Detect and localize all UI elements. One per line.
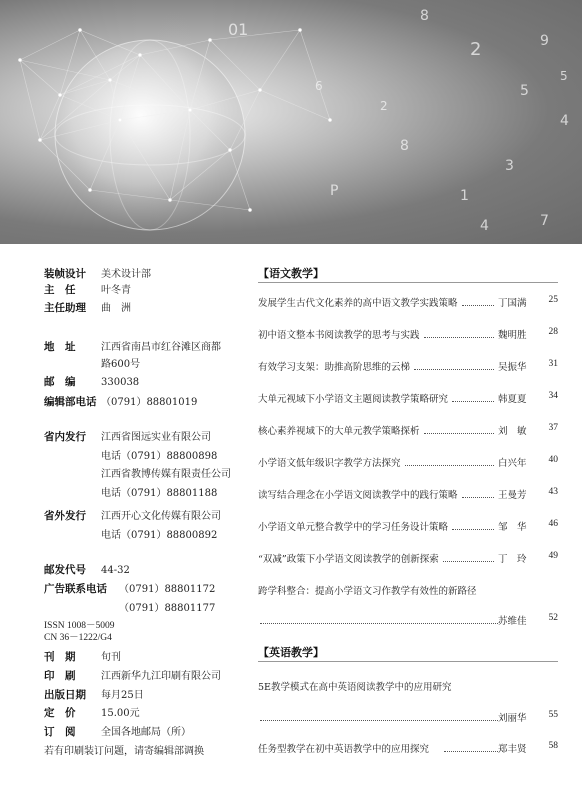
subscribe-value: 全国各地邮局（所） (101, 727, 191, 738)
toc-entry-author: 郑丰贤 (498, 744, 527, 755)
domestic-org2-row (101, 465, 231, 480)
hero-glyph: 4 (480, 218, 489, 234)
hero-glyph: 5 (520, 83, 529, 99)
leader-dots (452, 393, 494, 402)
chief-row (44, 281, 131, 297)
hero-glyph: 7 (540, 213, 549, 229)
note-row (44, 742, 204, 757)
toc-entry-title: 跨学科整合：提高小学语文习作教学有效性的新路径 (258, 586, 477, 597)
office-phone-row (44, 393, 197, 409)
leader-dots (405, 457, 494, 466)
hero-glyph: 8 (420, 8, 429, 24)
domestic-tel2: 电话（0791）88801188 (101, 488, 218, 499)
leader-dots (452, 521, 494, 530)
toc-entry-author: 邹 华 (498, 522, 527, 533)
hero-glyph: 3 (505, 158, 514, 174)
toc-entry-title: 有效学习支架：助推高阶思维的云梯 (258, 362, 411, 373)
toc-entry[interactable] (258, 359, 558, 373)
domestic-tel1-row (101, 447, 217, 462)
design-label: 装帧设计 (44, 268, 86, 280)
toc-entry-page: 40 (548, 455, 558, 465)
subscribe-row (44, 723, 191, 739)
hero-glyph: 1 (460, 188, 469, 204)
hero-glyph: 8 (400, 138, 409, 154)
toc-entry-title: 小学语文单元整合教学中的学习任务设计策略 (258, 522, 449, 533)
domestic-row (44, 428, 211, 444)
toc-entry[interactable] (258, 519, 558, 533)
toc-entry-page: 52 (548, 613, 558, 623)
reprint-note: 若有印刷装订问题，请寄编辑部调换 (44, 746, 204, 757)
ad-phone-label: 广告联系电话 (44, 583, 107, 595)
ad-phone-row (44, 580, 215, 596)
toc-entry-long-continuation[interactable] (258, 710, 558, 724)
pubdate-row (44, 686, 144, 702)
leader-dots (443, 553, 494, 562)
ad-phone-row-2 (119, 599, 215, 614)
postal-code-row (44, 562, 130, 577)
domestic-tel2-row (101, 484, 217, 499)
cn-number: CN 36－1222/G4 (44, 633, 112, 643)
leader-dots (462, 489, 494, 498)
print-row (44, 667, 221, 683)
hero-glyph: 2 (470, 39, 482, 60)
external-tel-row (101, 526, 217, 541)
toc-entry-page: 37 (548, 423, 558, 433)
postcode-row (44, 374, 139, 389)
domestic-org1: 江西省图远实业有限公司 (101, 432, 211, 443)
assistant-row (44, 299, 131, 315)
toc-entry-author: 吴振华 (498, 362, 527, 373)
toc-entry-author: 丁国满 (498, 298, 527, 309)
toc-entry-long-title[interactable] (258, 583, 558, 597)
domestic-org2: 江西省教博传媒有限责任公司 (101, 469, 231, 480)
design-row (44, 265, 151, 281)
leader-dots (260, 615, 498, 624)
postcode-value: 330038 (101, 377, 140, 388)
design-value: 美术设计部 (101, 269, 151, 280)
office-phone-value: （0791）88801019 (101, 397, 198, 408)
postal-code-value: 44-32 (101, 565, 130, 576)
toc-entry-long-continuation[interactable] (258, 613, 558, 627)
external-org: 江西开心文化传媒有限公司 (101, 511, 221, 522)
toc-entry-page: 49 (548, 551, 558, 561)
external-row (44, 507, 221, 523)
toc-entry[interactable] (258, 391, 558, 405)
network-sphere-graphic (0, 0, 582, 244)
toc-entry[interactable] (258, 423, 558, 437)
toc-entry-author: 刘 敏 (498, 426, 527, 437)
price-label: 定 价 (44, 707, 76, 719)
toc-entry-long-title[interactable] (258, 679, 558, 693)
chief-value: 叶冬青 (101, 285, 131, 296)
toc-entry-title: 大单元视域下小学语文主题阅读教学策略研究 (258, 394, 449, 405)
assistant-value: 曲 洲 (101, 303, 131, 314)
pubdate-value: 每月25日 (101, 690, 144, 701)
hero-glyph: 5 (560, 69, 568, 83)
section-divider (258, 661, 558, 662)
office-phone-label: 编辑部电话 (44, 396, 97, 408)
toc-entry-page: 25 (548, 295, 558, 305)
period-value: 旬刊 (101, 652, 121, 663)
pubdate-label: 出版日期 (44, 689, 86, 701)
print-value: 江西新华九江印刷有限公司 (101, 671, 221, 682)
toc-entry-author: 魏明胜 (498, 330, 527, 341)
section-title-chinese: 【语文教学】 (258, 267, 324, 280)
domestic-tel1: 电话（0791）88800898 (101, 451, 218, 462)
toc-entry[interactable] (258, 741, 558, 755)
toc-entry[interactable] (258, 551, 558, 565)
leader-dots (424, 425, 494, 434)
toc-entry-title: 核心素养视域下的大单元教学策略探析 (258, 426, 420, 437)
toc-entry-page: 55 (548, 710, 558, 720)
hero-glyph: P (330, 183, 339, 199)
cover-hero-image (0, 0, 582, 244)
address-row-2 (101, 355, 140, 370)
assistant-label: 主任助理 (44, 302, 86, 314)
chief-label: 主 任 (44, 284, 76, 296)
hero-glyph: 4 (560, 113, 569, 129)
leader-dots (414, 361, 494, 370)
address-label: 地 址 (44, 341, 76, 353)
toc-entry-page: 34 (548, 391, 558, 401)
ad-phone-value2: （0791）88801177 (119, 603, 216, 614)
leader-dots (260, 712, 498, 721)
toc-entry-title: 5E教学模式在高中英语阅读教学中的应用研究 (258, 682, 452, 693)
toc-entry-page: 58 (548, 741, 558, 751)
ad-phone-value1: （0791）88801172 (119, 584, 216, 595)
issn: ISSN 1008－5009 (44, 621, 115, 631)
postcode-label: 邮 编 (44, 376, 76, 388)
address-row (44, 338, 221, 354)
hero-glyph: 9 (540, 33, 549, 49)
period-row (44, 648, 121, 664)
hero-glyph: 2 (380, 99, 388, 113)
toc-entry-author: 苏维佳 (498, 616, 527, 627)
toc-entry[interactable] (258, 295, 558, 309)
toc-entry-title: 小学语文低年级识字教学方法探究 (258, 458, 401, 469)
address-value-line1: 江西省南昌市红谷滩区商都 (101, 342, 221, 353)
toc-entry-page: 46 (548, 519, 558, 529)
address-value-line2: 路600号 (101, 359, 141, 370)
toc-entry-title: 读写结合理念在小学语文阅读教学中的践行策略 (258, 490, 458, 501)
toc-entry[interactable] (258, 487, 558, 501)
toc-entry[interactable] (258, 455, 558, 469)
print-label: 印 刷 (44, 670, 76, 682)
toc-entry-author: 刘丽华 (498, 713, 527, 724)
toc-entry-title: 任务型教学在初中英语教学中的应用探究 (258, 744, 430, 755)
postal-code-label: 邮发代号 (44, 564, 86, 576)
toc-entry-title: “双减”政策下小学语文阅读教学的创新探索 (258, 554, 439, 565)
price-row (44, 704, 140, 720)
leader-dots (462, 297, 494, 306)
toc-entry-author: 韩夏夏 (498, 394, 527, 405)
toc-entry-page: 43 (548, 487, 558, 497)
toc-entry-title: 初中语文整本书阅读教学的思考与实践 (258, 330, 420, 341)
toc-entry-author: 白兴年 (498, 458, 527, 469)
toc-entry-author: 丁 玲 (498, 554, 527, 565)
toc-entry-author: 王曼芳 (498, 490, 527, 501)
toc-entry[interactable] (258, 327, 558, 341)
toc-entry-page: 28 (548, 327, 558, 337)
subscribe-label: 订 阅 (44, 726, 76, 738)
leader-dots (444, 743, 498, 752)
section-title-english: 【英语教学】 (258, 646, 324, 659)
external-tel: 电话（0791）88800892 (101, 530, 218, 541)
leader-dots (424, 329, 494, 338)
period-label: 刊 期 (44, 651, 76, 663)
toc-entry-page: 31 (548, 359, 558, 369)
domestic-label: 省内发行 (44, 431, 86, 443)
external-label: 省外发行 (44, 510, 86, 522)
hero-glyph: 6 (315, 79, 323, 93)
toc-entry-title: 发展学生古代文化素养的高中语文教学实践策略 (258, 298, 458, 309)
hero-glyph: 01 (228, 20, 249, 39)
section-divider (258, 282, 558, 283)
price-value: 15.00元 (101, 708, 140, 719)
